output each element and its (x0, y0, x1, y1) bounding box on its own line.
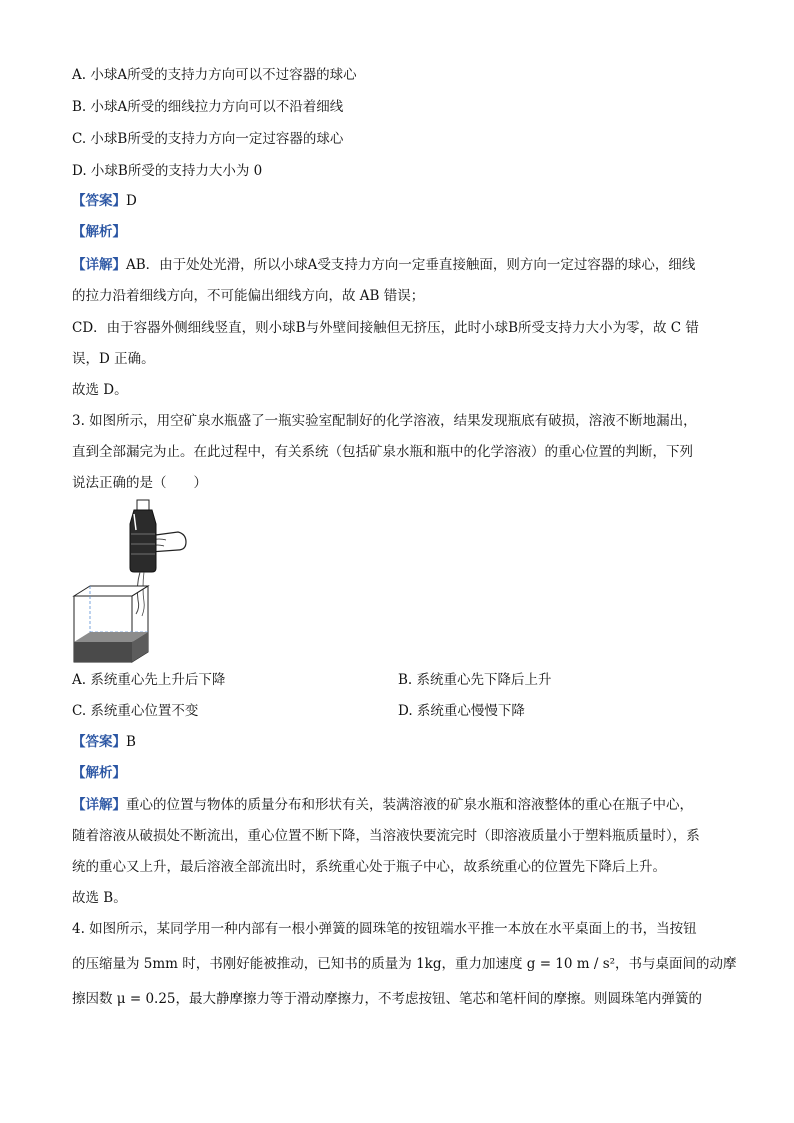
answer-value: D (126, 193, 137, 209)
answer-value: B (126, 734, 136, 750)
answer-tag: 【答案】 (72, 734, 126, 750)
q2-detail-line-4: 误，D 正确。 (72, 351, 155, 367)
analysis-tag: 【解析】 (72, 765, 126, 781)
q3-detail-line-1 (72, 796, 693, 814)
dripping-solution-icon (136, 572, 144, 616)
bottle-container-figure (70, 496, 210, 668)
q2-detail-line-1 (72, 256, 695, 274)
q4-stem-line-2: 的压缩量为 5mm 时，书刚好能被推动，已知书的质量为 1kg，重力加速度 g = 10 m / s²，书与桌面间的动摩 (72, 956, 737, 972)
q2-answer (72, 192, 137, 210)
q3-answer (72, 733, 136, 751)
q3-stem-line-1: 3. 如图所示，用空矿泉水瓶盛了一瓶实验室配制好的化学溶液，结果发现瓶底有破损，溶液不断地漏出， (72, 413, 697, 429)
q3-option-c: C. 系统重心位置不变 (72, 703, 199, 719)
q3-option-d: D. 系统重心慢慢下降 (398, 703, 525, 719)
q2-detail-line-3: CD．由于容器外侧细线竖直，则小球B与外壁间接触但无挤压，此时小球B所受支持力大小为零，故 C 错 (72, 320, 699, 336)
q3-option-b: B. 系统重心先下降后上升 (398, 672, 552, 688)
q3-detail-line-3: 统的重心又上升，最后溶液全部流出时，系统重心处于瓶子中心，故系统重心的位置先下降后上升。 (72, 859, 666, 875)
q2-analysis-tag (72, 223, 126, 241)
q4-stem-line-3: 擦因数 μ = 0.25，最大静摩擦力等于滑动摩擦力，不考虑按钮、笔芯和笔杆间的摩擦。则圆珠笔内弹簧的 (72, 991, 703, 1007)
detail-text: 重心的位置与物体的质量分布和形状有关，装满溶液的矿泉水瓶和溶液整体的重心在瓶子中心， (126, 797, 693, 813)
q2-detail-line-2: 的拉力沿着细线方向，不可能偏出细线方向，故 AB 错误； (72, 288, 425, 304)
q3-stem-line-2: 直到全部漏完为止。在此过程中，有关系统（包括矿泉水瓶和瓶中的化学溶液）的重心位置的判断，下列 (72, 444, 693, 460)
q4-stem-line-1: 4. 如图所示，某同学用一种内部有一根小弹簧的圆珠笔的按钮端水平推一本放在水平桌面上的书，当按钮 (72, 921, 697, 937)
q3-detail-line-2: 随着溶液从破损处不断流出，重心位置不断下降，当溶液快要流完时（即溶液质量小于塑料瓶质量时），系 (72, 828, 700, 844)
q2-option-c: C. 小球B所受的支持力方向一定过容器的球心 (72, 131, 344, 147)
analysis-tag: 【解析】 (72, 224, 126, 240)
q3-analysis-tag (72, 764, 126, 782)
q2-conclusion: 故选 D。 (72, 382, 128, 398)
q3-stem-line-3: 说法正确的是（ ） (72, 475, 207, 491)
answer-tag: 【答案】 (72, 193, 126, 209)
detail-tag: 【详解】 (72, 257, 126, 273)
q3-option-a: A. 系统重心先上升后下降 (72, 672, 226, 688)
container-icon (74, 586, 148, 662)
detail-text: AB．由于处处光滑，所以小球A受支持力方向一定垂直接触面，则方向一定过容器的球心，细线 (126, 257, 696, 273)
q2-option-a: A. 小球A所受的支持力方向可以不过容器的球心 (72, 67, 357, 83)
q2-option-d: D. 小球B所受的支持力大小为 0 (72, 163, 263, 179)
q3-conclusion: 故选 B。 (72, 890, 127, 906)
bottle-icon (130, 500, 156, 572)
q2-option-b: B. 小球A所受的细线拉力方向可以不沿着细线 (72, 99, 344, 115)
detail-tag: 【详解】 (72, 797, 126, 813)
